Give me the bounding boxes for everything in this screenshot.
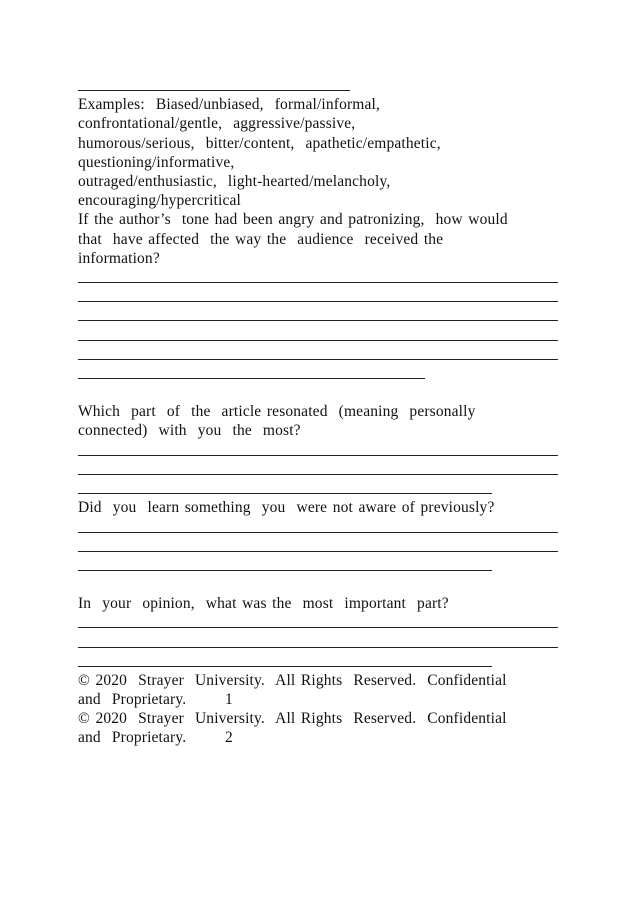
question-tone: If the author’s tone had been angry and patronizing, how would [78, 211, 508, 229]
answer-line [78, 287, 568, 306]
answer-line [78, 537, 568, 556]
question-resonated: connected) with you the most? [78, 422, 301, 440]
copyright-footer: and Proprietary. 2 [78, 729, 233, 747]
question-important: In your opinion, what was the most important part? [78, 595, 449, 613]
answer-line [78, 613, 568, 632]
question-learn: Did you learn something you were not aware of previously? [78, 499, 495, 517]
examples-text: outraged/enthusiastic, light-hearted/melancholy, [78, 172, 391, 190]
examples-text: encouraging/hypercritical [78, 192, 241, 210]
answer-line [78, 306, 568, 325]
question-resonated: Which part of the article resonated (meaning personally [78, 403, 476, 421]
examples-text: confrontational/gentle, aggressive/passive, [78, 115, 356, 133]
copyright-footer: © 2020 Strayer University. All Rights Reserved. Confidential [78, 710, 507, 728]
examples-text: Examples: Biased/unbiased, formal/informal, [78, 96, 381, 114]
answer-line [78, 325, 568, 344]
copyright-footer: © 2020 Strayer University. All Rights Reserved. Confidential [78, 671, 507, 689]
answer-line [78, 652, 568, 671]
answer-line [78, 441, 568, 460]
spacer [78, 383, 568, 402]
answer-line [78, 460, 568, 479]
question-tone: information? [78, 249, 160, 267]
answer-line [78, 345, 568, 364]
answer-line [78, 268, 568, 287]
answer-line [78, 364, 568, 383]
document-page [78, 76, 568, 748]
answer-line [78, 632, 568, 651]
question-tone: that have affected the way the audience received the [78, 230, 444, 248]
answer-line [78, 479, 568, 498]
examples-text: questioning/informative, [78, 153, 235, 171]
copyright-footer: and Proprietary. 1 [78, 691, 233, 708]
answer-line [78, 517, 568, 536]
spacer [78, 575, 568, 594]
answer-line [78, 76, 568, 95]
examples-text: humorous/serious, bitter/content, apathetic/empathetic, [78, 134, 441, 152]
answer-line [78, 556, 568, 575]
